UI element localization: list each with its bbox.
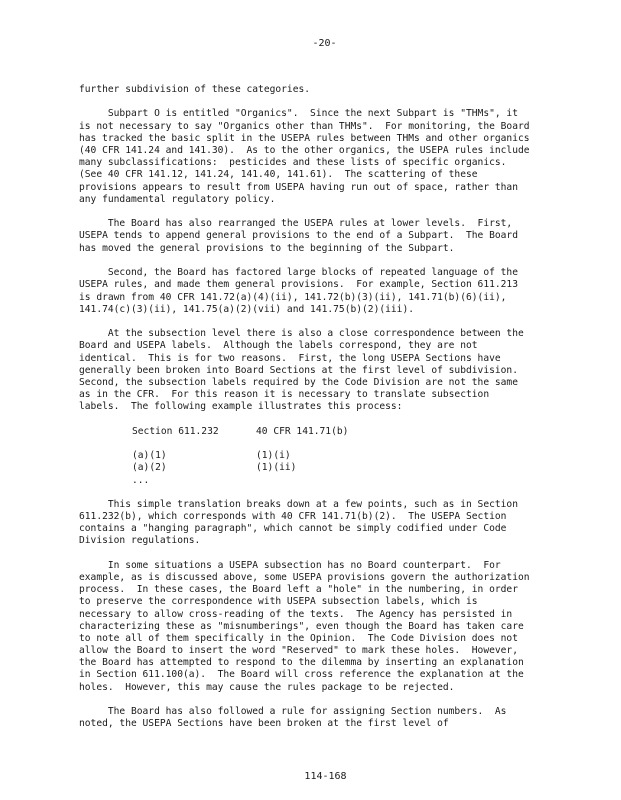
- text-line: is drawn from 40 CFR 141.72(a)(4)(ii), 141.72(b)(3)(ii), 141.71(b)(6)(ii),: [79, 291, 507, 303]
- text-line: necessary to allow cross-reading of the texts. The Agency has persisted in: [79, 608, 513, 620]
- text-line: characterizing these as "misnumberings", even though the Board has taken care: [79, 620, 524, 632]
- text-line: example, as is discussed above, some USEPA provisions govern the authorization: [79, 571, 530, 583]
- text-line: process. In these cases, the Board left a "hole" in the numbering, in order: [79, 584, 518, 596]
- text-line: Division regulations.: [79, 535, 201, 547]
- text-line: This simple translation breaks down at a few points, such as in Section: [79, 498, 518, 510]
- example-table-header: [132, 426, 579, 438]
- table-cell: (1)(ii): [256, 462, 297, 474]
- text-line: USEPA rules, and made them general provisions. For example, Section 611.213: [79, 279, 518, 291]
- text-line: in Section 611.100(a). The Board will cross reference the explanation at the: [79, 669, 524, 681]
- paragraph: [79, 560, 579, 694]
- text-line: is not necessary to say "Organics other than THMs". For monitoring, the Board: [79, 120, 530, 132]
- paragraph: [79, 706, 579, 730]
- paragraph: [79, 499, 579, 548]
- table-cell: (a)(1): [132, 450, 167, 462]
- table-row: [132, 475, 579, 487]
- paragraph: [79, 108, 579, 206]
- example-table: [79, 426, 579, 487]
- table-row: [132, 450, 579, 462]
- text-line: The Board has also followed a rule for assigning Section numbers. As: [79, 706, 507, 718]
- text-line: labels. The following example illustrates this process:: [79, 401, 403, 413]
- text-line: has moved the general provisions to the beginning of the Subpart.: [79, 242, 455, 254]
- text-line: USEPA tends to append general provisions to the end of a Subpart. The Board: [79, 230, 518, 242]
- text-line: 141.74(c)(3)(ii), 141.75(a)(2)(vii) and 141.75(b)(2)(iii).: [79, 303, 415, 315]
- text-line: Second, the subsection labels required by the Code Division are not the same: [79, 376, 518, 388]
- page-number-header: -20-: [312, 38, 337, 49]
- text-line: contains a "hanging paragraph", which cannot be simply codified under Code: [79, 523, 507, 535]
- table-cell: (a)(2): [132, 462, 167, 474]
- text-line: as in the CFR. For this reason it is necessary to translate subsection: [79, 389, 490, 401]
- text-line: Board and USEPA labels. Although the labels correspond, they are not: [79, 340, 478, 352]
- text-line: provisions appears to result from USEPA having run out of space, rather than: [79, 181, 518, 193]
- text-line: At the subsection level there is also a close correspondence between the: [79, 328, 524, 340]
- text-line: identical. This is for two reasons. First, the long USEPA Sections have: [79, 352, 501, 364]
- text-line: to preserve the correspondence with USEPA subsection labels, which is: [79, 596, 478, 608]
- text-line: allow the Board to insert the word "Reserved" to mark these holes. However,: [79, 645, 518, 657]
- page-footer-code: 114-168: [304, 771, 347, 782]
- table-row: [132, 462, 579, 474]
- text-line: 611.232(b), which corresponds with 40 CFR 141.71(b)(2). The USEPA Section: [79, 510, 507, 522]
- table-cell: ...: [132, 474, 150, 486]
- paragraph: [79, 218, 579, 255]
- text-line: the Board has attempted to respond to the dilemma by inserting an explanation: [79, 657, 524, 669]
- text-line: any fundamental regulatory policy.: [79, 193, 276, 205]
- table-header-cfr: 40 CFR 141.71(b): [256, 425, 349, 437]
- text-line: generally been broken into Board Sections at the first level of subdivision.: [79, 364, 518, 376]
- document-body: [79, 84, 579, 743]
- text-line: has tracked the basic split in the USEPA rules between THMs and other organics: [79, 132, 530, 144]
- text-line: many subclassifications: pesticides and these lists of specific organics.: [79, 157, 507, 169]
- text-line: to note all of them specifically in the Opinion. The Code Division does not: [79, 632, 518, 644]
- table-header-board: Section 611.232: [132, 425, 219, 437]
- paragraph: [79, 84, 579, 96]
- text-line: noted, the USEPA Sections have been broken at the first level of: [79, 718, 449, 730]
- table-cell: (1)(i): [256, 450, 291, 462]
- text-line: The Board has also rearranged the USEPA rules at lower levels. First,: [79, 218, 513, 230]
- paragraph: [79, 328, 579, 413]
- text-line: (See 40 CFR 141.12, 141.24, 141.40, 141.61). The scattering of these: [79, 169, 478, 181]
- text-line: holes. However, this may cause the rules package to be rejected.: [79, 681, 455, 693]
- text-line: Second, the Board has factored large blocks of repeated language of the: [79, 267, 518, 279]
- text-line: further subdivision of these categories.: [79, 84, 311, 95]
- paragraph: [79, 267, 579, 316]
- text-line: Subpart O is entitled "Organics". Since the next Subpart is "THMs", it: [79, 108, 518, 120]
- text-line: (40 CFR 141.24 and 141.30). As to the other organics, the USEPA rules include: [79, 145, 530, 157]
- text-line: In some situations a USEPA subsection has no Board counterpart. For: [79, 559, 501, 571]
